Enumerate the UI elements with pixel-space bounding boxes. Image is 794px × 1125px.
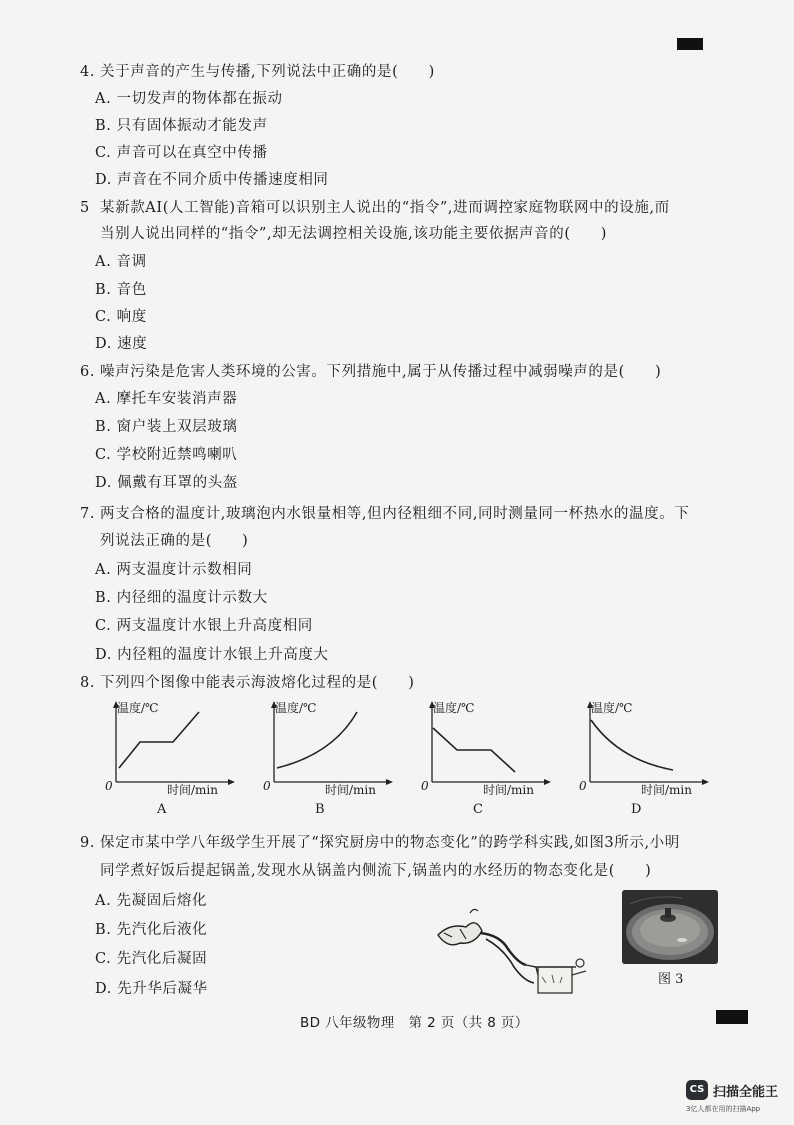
graph-d-origin: 0	[579, 779, 587, 793]
question-5-stem-cont: 当别人说出同样的“指令”,却无法调控相关设施,该功能主要依据声音的( )	[100, 226, 608, 242]
graph-c-curve	[433, 728, 515, 772]
graph-a-xlabel: 时间/min	[167, 783, 218, 797]
q6-option-d: D. 佩戴有耳罩的头盔	[95, 475, 238, 491]
page-footer: BD 八年级物理 第 2 页（共 8 页）	[300, 1015, 529, 1031]
question-6-stem: 6. 噪声污染是危害人类环境的公害。下列措施中,属于从传播过程中减弱噪声的是( )	[80, 364, 662, 380]
graph-b-letter: B	[315, 802, 325, 817]
q6-option-a: A. 摩托车安装消声器	[95, 391, 238, 407]
q9-option-b: B. 先汽化后液化	[95, 922, 208, 938]
question-7-stem: 7. 两支合格的温度计,玻璃泡内水银量相等,但内径粗细不同,同时测量同一杯热水的温度。下	[80, 506, 690, 522]
graph-c	[411, 698, 561, 823]
q5-option-d: D. 速度	[95, 336, 148, 352]
q7-option-d: D. 内径粗的温度计水银上升高度大	[95, 647, 329, 663]
q6-option-b: B. 窗户装上双层玻璃	[95, 419, 238, 435]
graph-d-ylabel: 温度/℃	[591, 701, 633, 715]
graph-b-origin: 0	[263, 779, 271, 793]
graph-a	[95, 698, 245, 823]
scanner-tagline: 3亿人都在用的扫描App	[686, 1105, 761, 1113]
pot-lid-photo	[622, 890, 718, 964]
question-4-stem: 4. 关于声音的产生与传播,下列说法中正确的是( )	[80, 64, 435, 80]
graph-b-xlabel: 时间/min	[325, 783, 376, 797]
q4-option-c: C. 声音可以在真空中传播	[95, 145, 268, 161]
q5-option-a: A. 音调	[95, 254, 147, 270]
question-9-stem: 9. 保定市某中学八年级学生开展了“探究厨房中的物态变化”的跨学科实践,如图3所示,小明	[80, 835, 680, 851]
graph-c-letter: C	[473, 802, 483, 817]
figure-3-label: 图 3	[658, 972, 684, 987]
q7-option-a: A. 两支温度计示数相同	[95, 562, 253, 578]
graph-c-origin: 0	[421, 779, 429, 793]
q5-option-c: C. 响度	[95, 309, 147, 325]
q6-option-c: C. 学校附近禁鸣喇叭	[95, 447, 238, 463]
q9-option-c: C. 先汽化后凝固	[95, 951, 208, 967]
graph-d-curve	[591, 720, 673, 770]
scanner-watermark	[686, 1080, 794, 1120]
graph-d-letter: D	[631, 802, 642, 817]
graph-a-origin: 0	[105, 779, 113, 793]
graph-d-xlabel: 时间/min	[641, 783, 692, 797]
q4-option-b: B. 只有固体振动才能发声	[95, 118, 268, 134]
q5-option-b: B. 音色	[95, 282, 147, 298]
question-9-stem-cont: 同学煮好饭后提起锅盖,发现水从锅盖内侧流下,锅盖内的水经历的物态变化是( )	[100, 863, 652, 879]
graph-a-ylabel: 温度/℃	[117, 701, 159, 715]
pot-lid-image	[622, 890, 718, 964]
graph-options	[95, 698, 715, 823]
graph-a-letter: A	[157, 802, 167, 817]
q7-option-b: B. 内径细的温度计示数大	[95, 590, 268, 606]
registration-mark-bottom	[716, 1010, 748, 1024]
graph-a-curve	[119, 712, 199, 768]
question-8-stem: 8. 下列四个图像中能表示海波熔化过程的是( )	[80, 675, 415, 691]
scanner-logo-icon: CS	[686, 1080, 708, 1100]
graph-b-curve	[277, 712, 357, 768]
registration-mark-top	[677, 38, 703, 50]
graph-c-ylabel: 温度/℃	[433, 701, 475, 715]
illustration-person-lifting-lid	[430, 905, 600, 1000]
scanner-app-name: 扫描全能王	[713, 1085, 779, 1100]
graph-b	[253, 698, 403, 823]
question-7-stem-cont: 列说法正确的是( )	[100, 533, 249, 549]
graph-c-xlabel: 时间/min	[483, 783, 534, 797]
q7-option-c: C. 两支温度计水银上升高度相同	[95, 618, 313, 634]
q4-option-d: D. 声音在不同介质中传播速度相同	[95, 172, 329, 188]
graph-d	[569, 698, 719, 823]
graph-b-ylabel: 温度/℃	[275, 701, 317, 715]
q4-option-a: A. 一切发声的物体都在振动	[95, 91, 283, 107]
question-5-stem: 5 某新款AI(人工智能)音箱可以识别主人说出的“指令”,进而调控家庭物联网中的设施,而	[80, 200, 670, 216]
q9-option-d: D. 先升华后凝华	[95, 981, 208, 997]
q9-option-a: A. 先凝固后熔化	[95, 893, 208, 909]
